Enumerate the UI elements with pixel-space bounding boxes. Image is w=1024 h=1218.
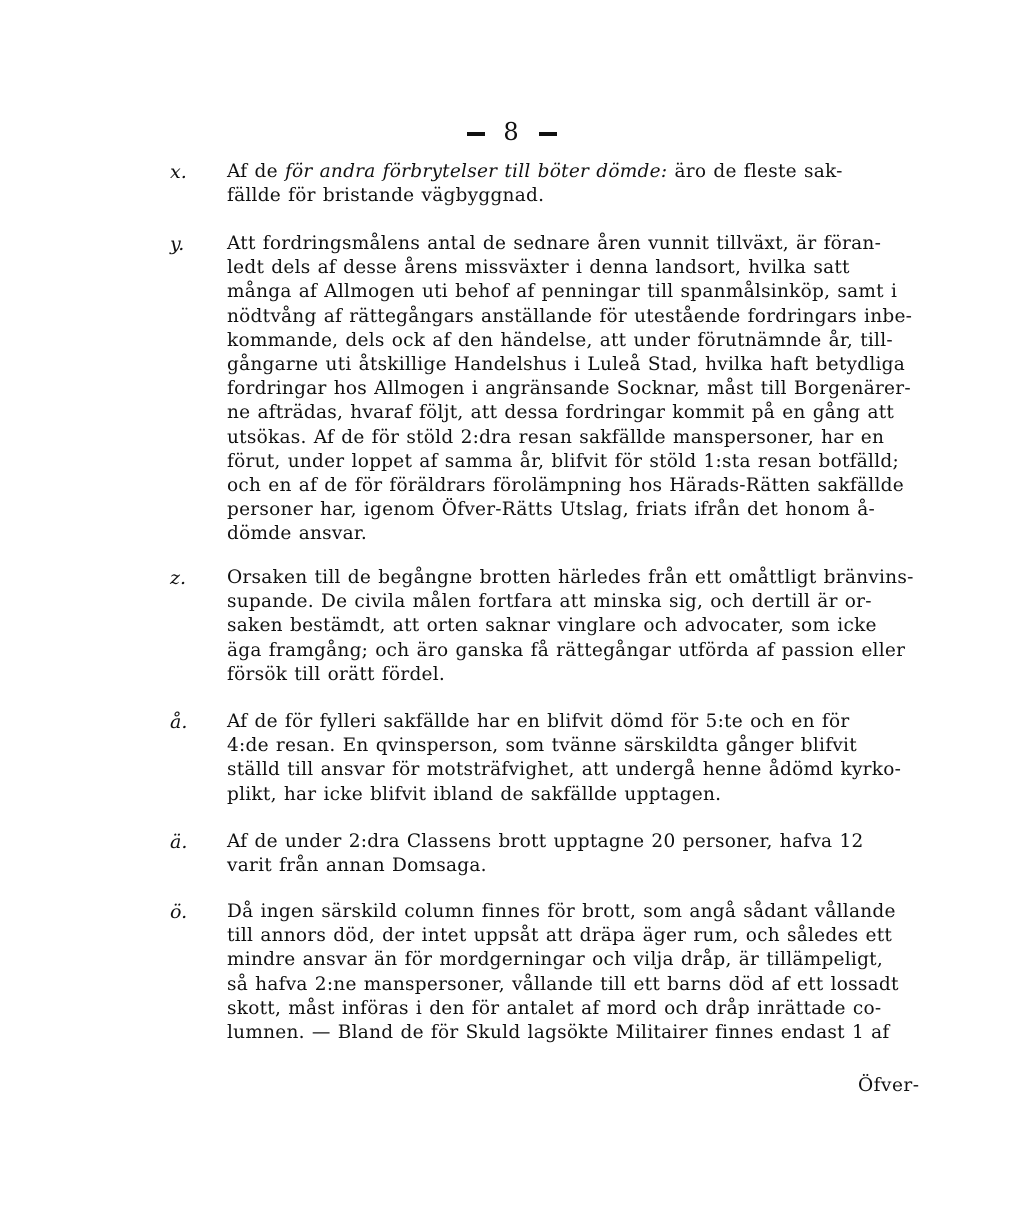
text-segment: utsökas. Af de för stöld 2:dra resan sakfällde manspersoner, har en <box>227 426 885 448</box>
text-line <box>227 232 946 256</box>
text-segment: Orsaken till de begångne brotten härledes från ett omåttligt bränvins- <box>227 567 914 588</box>
text-segment: äga framgång; och äro ganska få rättegångar utförda af passion eller <box>227 639 906 661</box>
text-segment: så hafva 2:ne manspersoner, vållande till ett barns död af ett lossadt <box>227 973 899 995</box>
text-line <box>227 663 946 687</box>
text-segment: ställd till ansvar för motsträfvighet, att undergå henne ådömd kyrko- <box>227 759 902 781</box>
text-line <box>227 758 946 782</box>
text-line <box>227 614 946 638</box>
text-segment: ledt dels af desse årens missväxter i denna landsort, hvilka satt <box>227 257 850 279</box>
text-segment: lumnen. — Bland de för Skuld lagsökte Militairer finnes endast 1 af <box>227 1021 890 1043</box>
text-line <box>227 639 946 663</box>
text-segment: för andra förbrytelser till böter dömde: <box>284 161 668 182</box>
text-segment: plikt, har icke blifvit ibland de sakfällde upptagen. <box>227 783 722 805</box>
section-marker: z. <box>170 567 187 589</box>
text-segment: och en af de för föräldrars förolämpning hos Härads-Rätten sakfällde <box>227 474 904 496</box>
text-segment: Af de <box>227 161 285 182</box>
section-text <box>227 232 946 546</box>
text-segment: äro de fleste sak- <box>667 161 843 182</box>
text-segment: fordringar hos Allmogen i angränsande Socknar, måst till Borgenärer- <box>227 378 911 400</box>
text-line <box>227 854 946 878</box>
text-segment: kommande, dels ock af den händelse, att under förutnämnde år, till- <box>227 329 893 351</box>
text-line <box>227 900 946 924</box>
text-line <box>227 353 946 377</box>
text-line <box>227 710 946 734</box>
section-text <box>227 830 946 878</box>
catchword: Öfver- <box>858 1075 920 1096</box>
text-line <box>227 1021 946 1045</box>
text-line <box>227 184 946 208</box>
section-text <box>227 710 946 807</box>
section-2 <box>170 232 946 546</box>
text-line <box>227 997 946 1021</box>
text-segment: Att fordringsmålens antal de sednare åren vunnit tillväxt, är föran- <box>227 233 882 254</box>
text-segment: varit från annan Domsaga. <box>227 855 487 877</box>
section-4 <box>170 710 946 807</box>
text-line <box>227 783 946 807</box>
text-line <box>227 830 946 854</box>
text-segment: Af de för fylleri sakfällde har en blifvit dömd för 5:te och en för <box>227 711 850 732</box>
text-segment: dömde ansvar. <box>227 523 368 545</box>
text-segment: nödtvång af rättegångars anställande för utestående fordringars inbe- <box>227 305 913 327</box>
text-segment: mindre ansvar än för mordgerningar och vilja dråp, är tillämpeligt, <box>227 949 883 971</box>
text-line <box>227 160 946 184</box>
text-line <box>227 450 946 474</box>
section-text <box>227 900 946 1045</box>
text-line <box>227 329 946 353</box>
text-segment: till annors död, der intet uppsåt att dräpa äger rum, och således ett <box>227 925 893 947</box>
text-segment: förut, under loppet af samma år, blifvit för stöld 1:sta resan botfälld; <box>227 450 899 472</box>
text-line <box>227 256 946 280</box>
text-line <box>227 426 946 450</box>
page-number: 8 <box>503 118 521 146</box>
text-line <box>227 305 946 329</box>
text-segment: saken bestämdt, att orten saknar vinglare och advocater, som icke <box>227 615 877 637</box>
text-segment: 4:de resan. En qvinsperson, som tvänne särskildta gånger blifvit <box>227 735 857 757</box>
section-marker: å. <box>170 711 188 733</box>
text-line <box>227 522 946 546</box>
text-line <box>227 590 946 614</box>
section-marker: y. <box>170 233 185 255</box>
text-line <box>227 498 946 522</box>
section-6 <box>170 900 946 1045</box>
section-text <box>227 160 946 208</box>
header-dash-left <box>467 132 485 136</box>
text-segment: ne afträdas, hvaraf följt, att dessa fordringar kommit på en gång att <box>227 402 895 424</box>
text-segment: fällde för bristande vägbyggnad. <box>227 185 545 207</box>
text-segment: Då ingen särskild column finnes för brott, som angå sådant vållande <box>227 901 896 922</box>
section-3 <box>170 566 946 687</box>
header-dash-right <box>539 132 557 136</box>
text-line <box>227 280 946 304</box>
text-segment: skott, måst införas i den för antalet af mord och dråp inrättade co- <box>227 997 882 1019</box>
text-line <box>227 474 946 498</box>
text-line <box>227 924 946 948</box>
section-1 <box>170 160 946 208</box>
text-segment: många af Allmogen uti behof af penningar till spanmålsinköp, samt i <box>227 281 898 303</box>
text-line <box>227 973 946 997</box>
section-text <box>227 566 946 687</box>
text-line <box>227 734 946 758</box>
text-line <box>227 377 946 401</box>
text-segment: försök till orätt fördel. <box>227 663 446 685</box>
text-line <box>227 401 946 425</box>
text-segment: Af de under 2:dra Classens brott upptagne 20 personer, hafva 12 <box>227 831 864 852</box>
text-line <box>227 566 946 590</box>
section-marker: ö. <box>170 901 188 923</box>
section-5 <box>170 830 946 878</box>
section-marker: ä. <box>170 831 188 853</box>
text-segment: gångarne uti åtskillige Handelshus i Luleå Stad, hvilka haft betydliga <box>227 353 906 375</box>
text-segment: personer har, igenom Öfver-Rätts Utslag, friats ifrån det honom å- <box>227 499 876 521</box>
text-segment: supande. De civila målen fortfara att minska sig, och dertill är or- <box>227 591 872 613</box>
section-marker: x. <box>170 161 187 183</box>
page-header <box>0 118 1024 146</box>
text-line <box>227 948 946 972</box>
